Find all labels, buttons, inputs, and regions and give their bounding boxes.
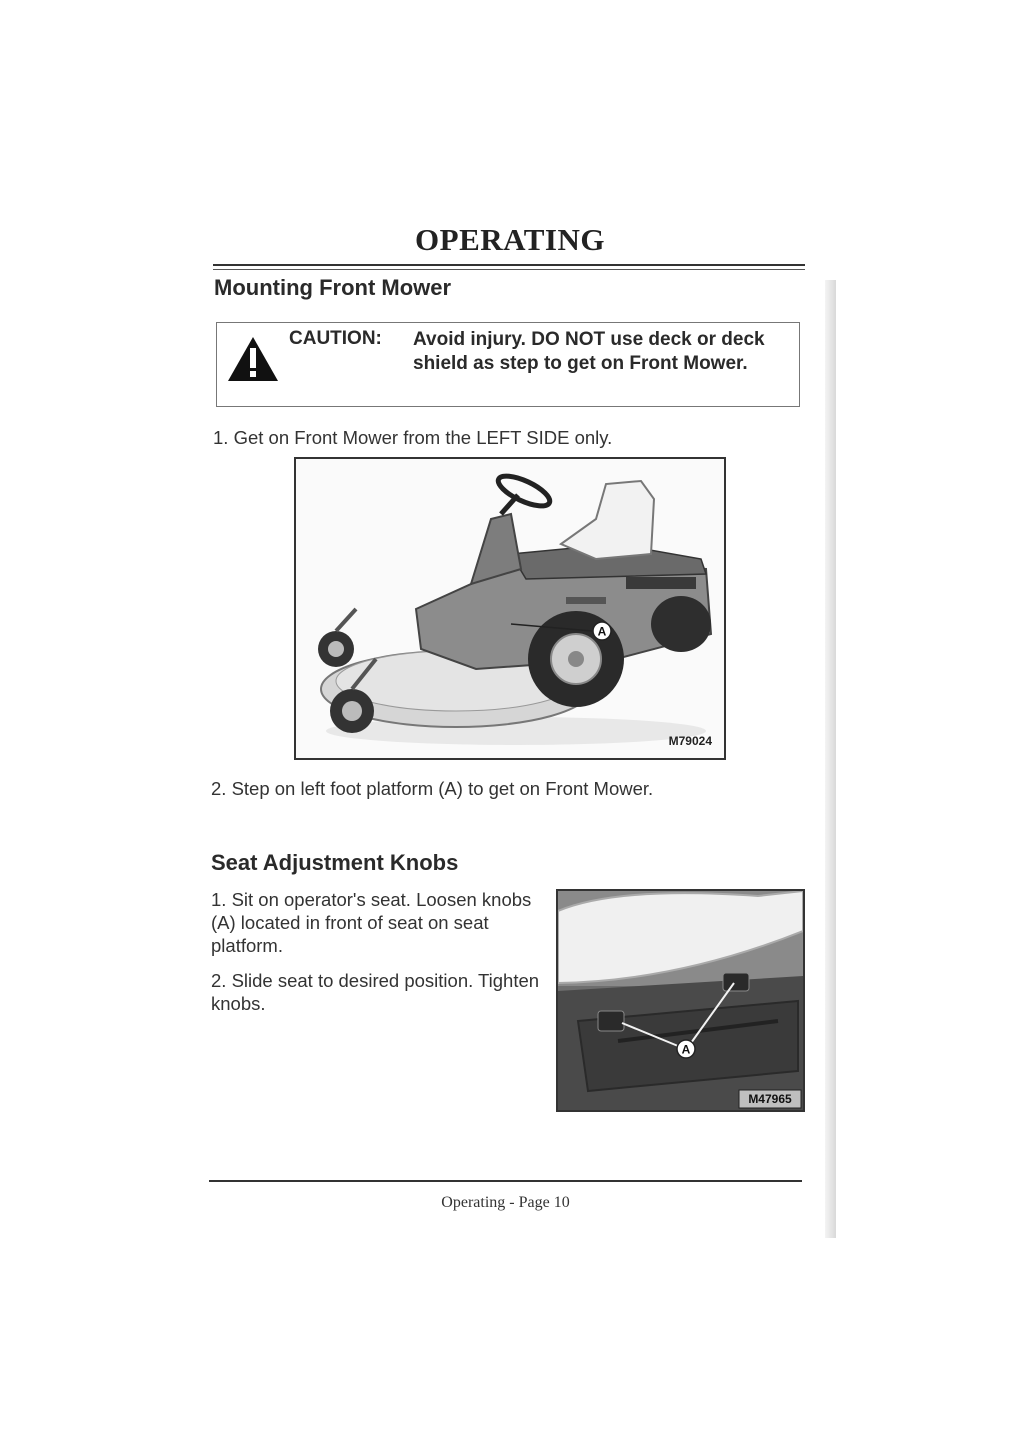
- mower-figure-code: M79024: [668, 734, 712, 748]
- section-heading-mounting: Mounting Front Mower: [214, 275, 452, 300]
- caution-label: CAUTION:: [289, 328, 382, 349]
- footer-rule: [209, 1180, 802, 1182]
- seat-step-2: 2. Slide seat to desired position. Tighten knobs.: [211, 970, 540, 1014]
- chapter-title: OPERATING: [415, 222, 605, 257]
- seat-knobs-illustration: [558, 891, 803, 1110]
- page-footer: Operating - Page 10: [441, 1194, 570, 1211]
- page-edge-shadow: [825, 280, 836, 1238]
- header-rule: [213, 264, 805, 270]
- caution-box: [216, 322, 800, 407]
- caution-text: Avoid injury. DO NOT use deck or deck shield as step to get on Front Mower.: [413, 329, 765, 374]
- seat-step-1: 1. Sit on operator's seat. Loosen knobs (A) located in front of seat on seat platform.: [211, 889, 532, 956]
- mower-photo: [294, 457, 726, 760]
- mount-step-1: 1. Get on Front Mower from the LEFT SIDE only.: [213, 427, 613, 448]
- seat-figure-code: M47965: [748, 1092, 792, 1106]
- seat-knobs-photo: [556, 889, 805, 1112]
- mount-step-2: 2. Step on left foot platform (A) to get on Front Mower.: [211, 778, 654, 799]
- section-heading-seat: Seat Adjustment Knobs: [211, 850, 459, 875]
- mower-callout-label: A: [597, 624, 607, 639]
- mower-illustration: [296, 459, 724, 758]
- seat-callout-label: A: [681, 1042, 691, 1057]
- warning-triangle-icon: [226, 335, 280, 383]
